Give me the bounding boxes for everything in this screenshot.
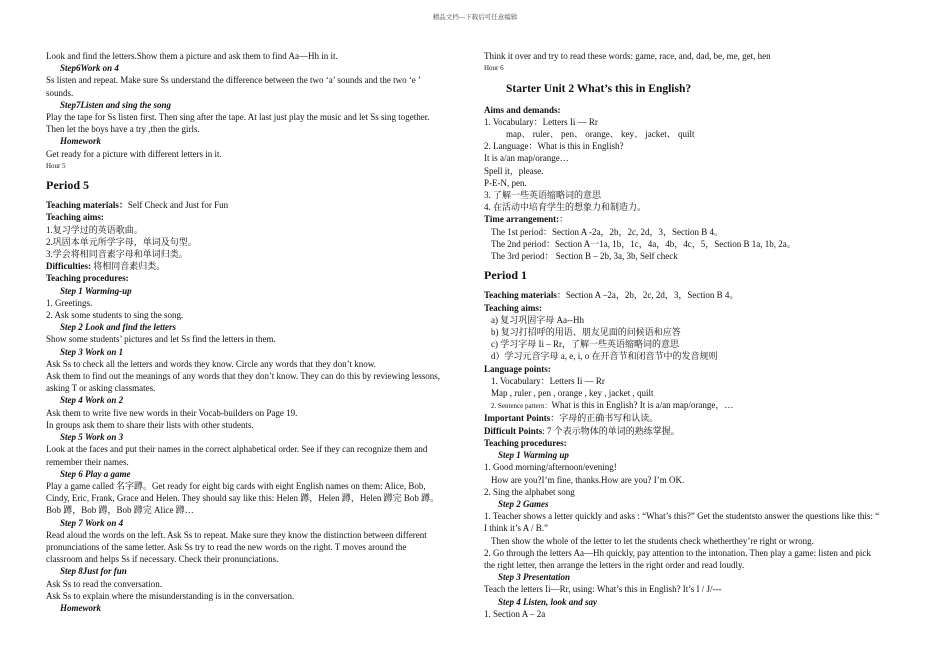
step-heading: Step 2 Look and find the letters [60, 322, 177, 333]
field-label: Teaching materials： [46, 200, 128, 211]
unit-title: Starter Unit 2 What’s this in English? [506, 83, 692, 96]
field-value: ：Section A –2a，2b，2c, 2d，3，Section B 4。 [556, 290, 739, 301]
text-line: b) 复习打招呼的用语、朋友见面的问候语和应答 [491, 327, 681, 338]
text-line [484, 412, 904, 424]
step-heading: Step 4 Listen, look and say [498, 596, 598, 607]
step-heading: Step 3 Work on 1 [60, 346, 124, 357]
text-line: Look and find the letters.Show them a picture and ask them to find Aa—Hh in it. [46, 51, 338, 61]
step-heading: Step 8Just for fun [60, 566, 127, 577]
text-line: Ss listen and repeat. Make sure Ss understand the difference between the two ‘a’ sounds and the two ‘e ’ [46, 75, 422, 86]
text-line: How are you?I’m fine, thanks.How are you? I’m OK. [491, 474, 685, 485]
section-label: Language points: [484, 363, 551, 374]
text-line: Think it over and try to read these words: game, race, and, dad, be, me, get, hen [484, 51, 771, 61]
text-line: Play the tape for Ss listen first. Then sing after the tape. At last just play the music and let Ss sing together. [46, 112, 430, 123]
field-value: ：字母的正确书写和认读。 [550, 413, 659, 424]
text-line: a) 复习巩固字母 Aa--Hh [491, 314, 584, 325]
text-line: I think it’s A / B.” [484, 523, 549, 534]
text-line: Teach the letters Ii—Rr, using: What’s this in English? It’s I / J/--- [484, 584, 722, 595]
homework-heading: Homework [60, 602, 102, 613]
text-line: 2.巩固本单元所学字母，单词及句型。 [46, 236, 197, 247]
step-heading: Step7Listen and sing the song [60, 99, 172, 110]
field-value: 将相同音素归类。 [91, 261, 166, 272]
text-line: asking T or asking classmates. [46, 383, 156, 394]
punctuation: ： [559, 214, 569, 225]
text-line [484, 425, 904, 437]
text-line: Look at the faces and put their names in the correct alphabetical order. See if they can recognize them and [46, 444, 428, 455]
text-line: 3.学会将相同音素字母和单词归类。 [46, 249, 188, 260]
text-line: 2. Ask some students to sing the song. [46, 310, 184, 321]
step-heading: Step6Work on 4 [60, 63, 119, 74]
field-value: : 7 个表示物体的单词的熟练掌握。 [542, 425, 680, 436]
text-line: P-E-N, pen. [484, 177, 527, 188]
text-line: Then show the whole of the letter to let the students check whetherthey’re right or wrong. [491, 535, 814, 546]
section-label: Aims and demands: [484, 104, 561, 115]
text-line: remember their names. [46, 456, 129, 467]
text-line: Bob 蹲，Bob 蹲，Bob 蹲完 Alice 蹲… [46, 505, 194, 516]
step-heading: Step 1 Warming up [498, 450, 569, 461]
text-line: Read aloud the words on the left. Ask Ss to repeat. Make sure they know the distinction between different [46, 529, 427, 540]
text-line: It is a/an map/orange… [484, 153, 569, 164]
text-line: Show some students’ pictures and let Ss find the letters in them. [46, 334, 276, 345]
text-line: Cindy, Eric, Frank, Grace and Helen. They should say like this: Helen 蹲，Helen 蹲，Helen 蹲完 Bob 蹲。 [46, 493, 440, 504]
text-line: Ask them to find out the meanings of any words that they don’t know. They can do this by reviewing lessons, [46, 371, 441, 382]
text-line [46, 260, 464, 272]
text-line: 1. Teacher shows a letter quickly and asks : “What’s this?” Get the studentsto answer the questions like this: “ [484, 511, 880, 522]
step-heading: Step 4 Work on 2 [60, 395, 124, 406]
page-header: 精品文档---下载后可任意编辑 [432, 14, 518, 21]
field-label: Important Points [484, 413, 551, 424]
section-label: Teaching procedures: [484, 437, 567, 448]
field-label: Teaching materials [484, 290, 557, 301]
hour-label: Hour 5 [46, 161, 66, 170]
text-line [46, 199, 464, 211]
text-line: pronunciations of the same letter. Ask Ss try to read the new words on the right. T moves around the [46, 541, 407, 552]
text-line: Play a game called 名字蹲。Get ready for eight big cards with eight English names on them: Alice, Bob, [46, 480, 426, 491]
section-label: Teaching procedures: [46, 273, 129, 284]
text-line [484, 213, 904, 225]
step-heading: Step 2 Games [498, 498, 549, 509]
text-line: 2. Sing the alphabet song [484, 486, 575, 497]
text-line [484, 289, 904, 301]
text-line: the right letter, then arrange the letters in the right order and read loudly. [484, 559, 745, 570]
text-line: Get ready for a picture with different letters in it. [46, 148, 222, 159]
text-line: In groups ask them to share their lists with other students. [46, 419, 254, 430]
text-line: Map , ruler , pen , orange , key , jacket , quilt [491, 388, 654, 399]
text-line: Ask Ss to read the conversation. [46, 578, 162, 589]
text-line: map、 ruler、 pen、 orange、 key、 jacket、 quilt [506, 129, 695, 140]
text-line: 1. Greetings. [46, 297, 93, 308]
text-line: Ask Ss to check all the letters and words they know. Circle any words that they don’t know. [46, 358, 376, 369]
text-line: 1. Good morning/afternoon/evening! [484, 462, 617, 473]
step-heading: Step 7 Work on 4 [60, 517, 124, 528]
step-heading: Step 3 Presentation [498, 572, 571, 583]
section-label: Time arrangement: [484, 214, 560, 225]
text-line: 2. Go through the letters Aa—Hh quickly, pay attention to the intonation. Then play a game: listen and pick [484, 547, 871, 558]
text-line: d）学习元音字母 a, e, i, o 在开音节和闭音节中的发音规则 [491, 351, 718, 362]
text-line [484, 399, 904, 412]
text-line: sounds. [46, 87, 74, 98]
section-label: Teaching aims: [46, 212, 104, 223]
text-line: The 1st period：Section A -2a，2b，2c, 2d，3，Section B 4。 [491, 226, 723, 237]
step-heading: Step 5 Work on 3 [60, 432, 124, 443]
text-line: 4. 在活动中培育学生的想象力和制造力。 [484, 202, 647, 213]
text-line: 1. Vocabulary：Letters Ii — Rr [491, 375, 605, 386]
field-value: What is this in English? It is a/an map/orange，… [551, 400, 734, 411]
field-label: Difficulties: [46, 261, 91, 272]
text-line: c) 学习字母 Ii – Rr，了解一些英语缩略词的意思 [491, 339, 679, 350]
field-value: Self Check and Just for Fun [127, 200, 229, 211]
text-line: The 3rd period： Section B – 2b, 3a, 3b, Self check [491, 251, 678, 262]
text-line: 2. Language：What is this in English? [484, 141, 624, 152]
text-line: 3. 了解一些英语缩略词的意思 [484, 190, 602, 201]
period-heading: Period 5 [46, 178, 89, 193]
step-heading: Step 6 Play a game [60, 468, 131, 479]
homework-heading: Homework [60, 136, 102, 147]
field-label: Difficult Points [484, 425, 543, 436]
text-line: 1.复习学过的英语歌曲。 [46, 224, 143, 235]
period-heading: Period 1 [484, 268, 527, 283]
text-line: Spell it，please. [484, 165, 544, 176]
left-column [46, 50, 464, 614]
hour-label: Hour 6 [484, 64, 504, 73]
step-heading: Step 1 Warming-up [60, 285, 132, 296]
text-line: Ask Ss to explain where the misunderstanding is in the conversation. [46, 590, 295, 601]
text-line: The 2nd period：Section A一1a, 1b，1c，4a，4b，4c，5，Section B 1a, 1b, 2a。 [491, 238, 796, 249]
text-line: Then let the boys have a try ,then the girls. [46, 124, 200, 135]
right-column [484, 50, 904, 620]
field-label: 2. Sentence pattern： [491, 402, 552, 411]
text-line: classroom and helps Ss if necessary. Check their pronunciations. [46, 554, 279, 565]
text-line: Ask them to write five new words in their Vocab-builders on Page 19. [46, 407, 298, 418]
text-line: 1. Vocabulary：Letters Ii — Rr [484, 116, 598, 127]
text-line: 1. Section A – 2a [484, 608, 546, 619]
section-label: Teaching aims: [484, 302, 542, 313]
